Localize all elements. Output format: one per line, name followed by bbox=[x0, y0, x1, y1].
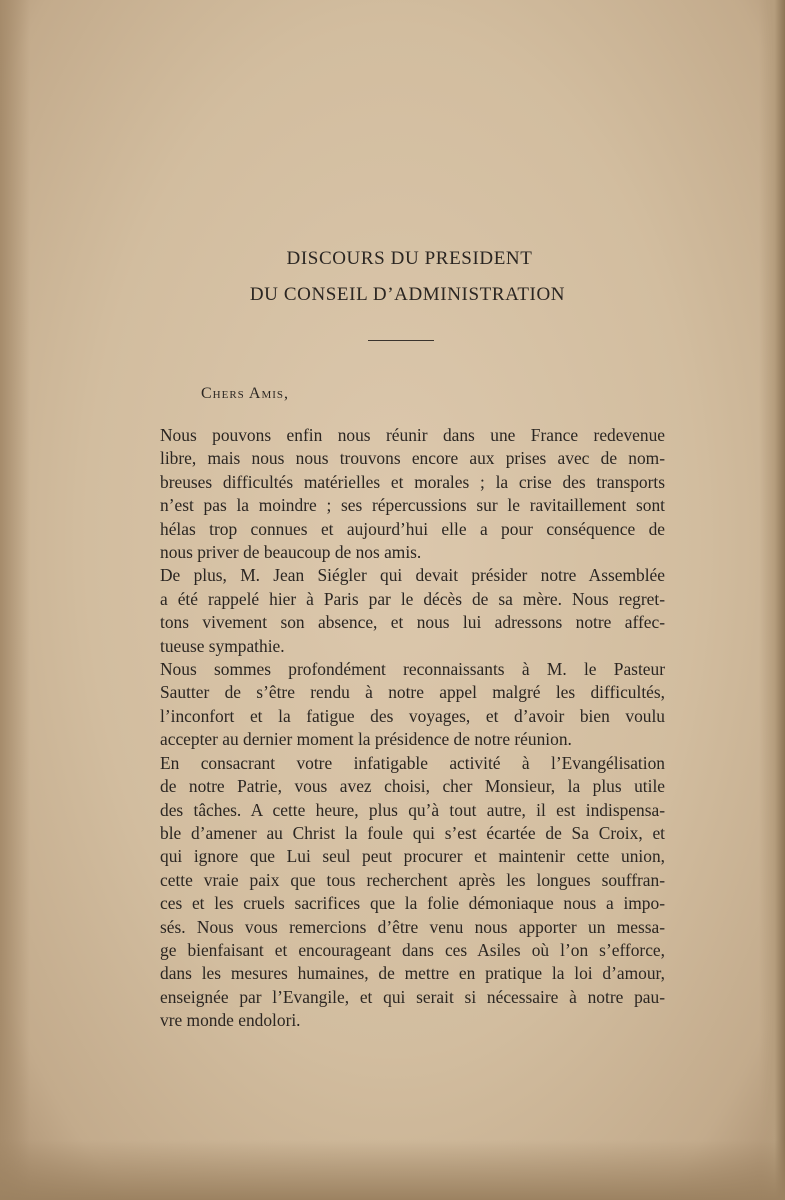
text-line: En consacrant votre infatigable activité à l’Evangélisation bbox=[160, 752, 665, 773]
text-line: ge bienfaisant et encourageant dans ces Asiles où l’on s’efforce, bbox=[160, 939, 665, 960]
document-title-line-1: DISCOURS DU PRESIDENT bbox=[286, 248, 533, 269]
text-line: vre monde endolori. bbox=[160, 1010, 301, 1031]
text-line: Sautter de s’être rendu à notre appel malgré les difficultés, bbox=[160, 682, 665, 703]
text-line: accepter au dernier moment la présidence de notre réunion. bbox=[160, 729, 572, 750]
text-line: qui ignore que Lui seul peut procurer et maintenir cette union, bbox=[160, 846, 665, 867]
page-edge-shadow-bottom bbox=[0, 1140, 785, 1200]
paragraph bbox=[160, 424, 665, 564]
document-body bbox=[160, 424, 665, 1033]
text-line: breuses difficultés matérielles et morales ; la crise des transports bbox=[160, 471, 665, 492]
text-line: l’inconfort et la fatigue des voyages, et d’avoir bien voulu bbox=[160, 705, 665, 726]
text-line: n’est pas la moindre ; ses répercussions sur le ravitaillement sont bbox=[160, 495, 665, 516]
text-line: des tâches. A cette heure, plus qu’à tout autre, il est indispensa- bbox=[160, 799, 665, 820]
text-line: tueuse sympathie. bbox=[160, 635, 285, 656]
document-title-line-2: DU CONSEIL D’ADMINISTRATION bbox=[249, 284, 566, 305]
text-line: ble d’amener au Christ la foule qui s’est écartée de Sa Croix, et bbox=[160, 822, 665, 843]
text-line: de notre Patrie, vous avez choisi, cher Monsieur, la plus utile bbox=[160, 776, 665, 797]
text-line: cette vraie paix que tous recherchent après les longues souffran- bbox=[160, 869, 665, 890]
text-line: sés. Nous vous remercions d’être venu nous apporter un messa- bbox=[160, 916, 665, 937]
text-line: Nous pouvons enfin nous réunir dans une France redevenue bbox=[160, 425, 665, 445]
text-line: a été rappelé hier à Paris par le décès de sa mère. Nous regret- bbox=[160, 588, 665, 609]
paragraph bbox=[160, 658, 665, 752]
page-edge-shadow-left bbox=[0, 0, 30, 1200]
text-line: De plus, M. Jean Siégler qui devait présider notre Assemblée bbox=[160, 565, 665, 586]
paragraph bbox=[160, 752, 665, 1033]
text-line: dans les mesures humaines, de mettre en pratique la loi d’amour, bbox=[160, 963, 665, 984]
paragraph bbox=[160, 564, 665, 658]
text-line: hélas trop connues et aujourd’hui elle a pour conséquence de bbox=[160, 518, 665, 539]
text-line: tons vivement son absence, et nous lui adressons notre affec- bbox=[160, 612, 665, 633]
text-line: ces et les cruels sacrifices que la folie démoniaque nous a impo- bbox=[160, 893, 665, 914]
text-line: libre, mais nous nous trouvons encore aux prises avec de nom- bbox=[160, 448, 665, 469]
salutation: Chers Amis, bbox=[201, 385, 290, 402]
title-divider-rule bbox=[368, 340, 434, 341]
page-edge-shadow-right bbox=[759, 0, 785, 1200]
text-line: enseignée par l’Evangile, et qui serait si nécessaire à notre pau- bbox=[160, 986, 665, 1007]
text-line: Nous sommes profondément reconnaissants à M. le Pasteur bbox=[160, 659, 665, 680]
text-line: nous priver de beaucoup de nos amis. bbox=[160, 542, 422, 563]
